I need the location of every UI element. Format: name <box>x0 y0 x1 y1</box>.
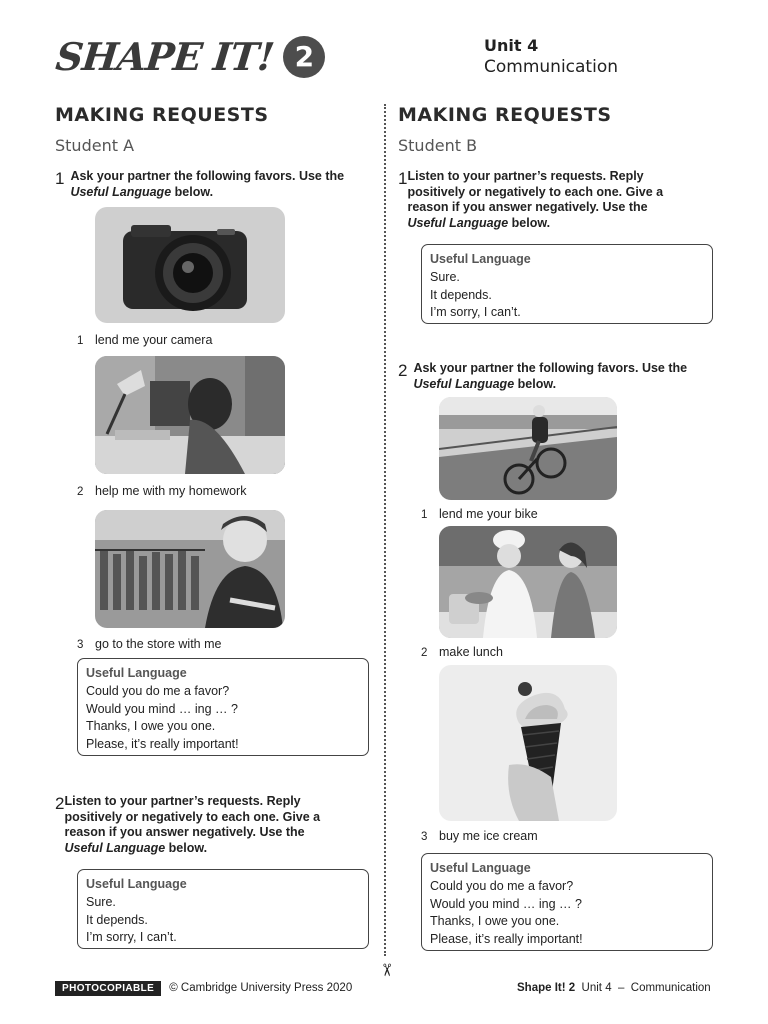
logo-text: SHAPE IT! <box>53 34 276 79</box>
footer-right <box>517 982 711 994</box>
student-b-item-1: 1 lend me your bike <box>421 507 538 521</box>
phrase: I’m sorry, I can’t. <box>430 305 521 320</box>
student-a-item-2: 2 help me with my homework <box>77 484 247 498</box>
scissors-icon: ✂ <box>376 962 397 978</box>
homework-photo <box>95 356 285 474</box>
student-a-item-3: 3 go to the store with me <box>77 637 222 651</box>
phrase: It depends. <box>86 912 148 927</box>
footer-book: Shape It! 2 <box>517 982 576 994</box>
student-b-heading: MAKING REQUESTS <box>398 104 612 126</box>
logo-level-badge: 2 <box>283 36 325 78</box>
student-b-item-2: 2 make lunch <box>421 645 503 659</box>
photocopiable-badge: PHOTOCOPIABLE <box>55 981 161 996</box>
student-a-item-1: 1 lend me your camera <box>77 333 213 347</box>
student-a-task-1 <box>55 169 365 200</box>
unit-header <box>484 36 618 77</box>
phrase: I’m sorry, I can’t. <box>86 930 177 945</box>
bike-photo <box>439 397 617 500</box>
student-b-useful-language-box-2 <box>421 853 713 951</box>
student-b-task-1 <box>398 169 688 231</box>
footer-dash: – <box>617 982 625 994</box>
student-b-header <box>398 104 718 155</box>
phrase: Please, it’s really important! <box>86 737 239 752</box>
student-b-task-2 <box>398 361 708 392</box>
task-instruction: Ask your partner the following favors. Use the Useful Language below. <box>413 361 688 391</box>
task-instruction: Listen to your partner’s requests. Reply positively or negatively to each one. Give a reason if you answer negatively. Use the Useful Language below. <box>407 169 664 230</box>
footer-unit: Unit 4 <box>581 982 612 994</box>
useful-language-title: Useful Language <box>86 877 187 891</box>
phrase: Could you do me a favor? <box>430 878 574 893</box>
phrase: Please, it’s really important! <box>430 932 583 947</box>
student-a-heading: MAKING REQUESTS <box>55 104 269 126</box>
phrase: Would you mind … ing … ? <box>430 896 582 911</box>
shape-it-logo <box>53 34 325 79</box>
student-b-subheading: Student B <box>398 136 478 155</box>
camera-photo <box>95 207 285 323</box>
store-photo <box>95 510 285 628</box>
student-a-useful-language-box-2 <box>77 869 369 949</box>
student-a-header <box>55 104 370 155</box>
phrase: Sure. <box>86 894 116 909</box>
unit-number: Unit 4 <box>484 36 539 55</box>
footer-section: Communication <box>630 982 711 994</box>
copyright: © Cambridge University Press 2020 <box>169 982 353 994</box>
task-number: 1 <box>55 169 65 188</box>
useful-language-title: Useful Language <box>430 252 531 266</box>
task-number: 2 <box>398 361 408 380</box>
student-b-useful-language-box-1 <box>421 244 713 324</box>
ice-cream-photo <box>439 665 617 821</box>
phrase: Thanks, I owe you one. <box>430 914 560 929</box>
cut-line <box>384 104 386 956</box>
phrase: Could you do me a favor? <box>86 683 230 698</box>
unit-name: Communication <box>484 57 618 77</box>
footer-left <box>55 982 352 994</box>
phrase: Sure. <box>430 269 460 284</box>
phrase: It depends. <box>430 287 492 302</box>
phrase: Would you mind … ing … ? <box>86 701 238 716</box>
task-instruction: Ask your partner the following favors. Use the Useful Language below. <box>70 169 345 199</box>
phrase: Thanks, I owe you one. <box>86 719 216 734</box>
task-instruction: Listen to your partner’s requests. Reply positively or negatively to each one. Give a reason if you answer negatively. Use the Useful Language below. <box>64 794 321 855</box>
student-a-task-2 <box>55 794 330 856</box>
useful-language-title: Useful Language <box>430 861 531 875</box>
student-a-subheading: Student A <box>55 136 135 155</box>
student-b-item-3: 3 buy me ice cream <box>421 829 538 843</box>
cooking-photo <box>439 526 617 638</box>
student-a-useful-language-box-1 <box>77 658 369 756</box>
task-number: 2 <box>55 794 65 813</box>
task-number: 1 <box>398 169 408 188</box>
useful-language-title: Useful Language <box>86 666 187 680</box>
